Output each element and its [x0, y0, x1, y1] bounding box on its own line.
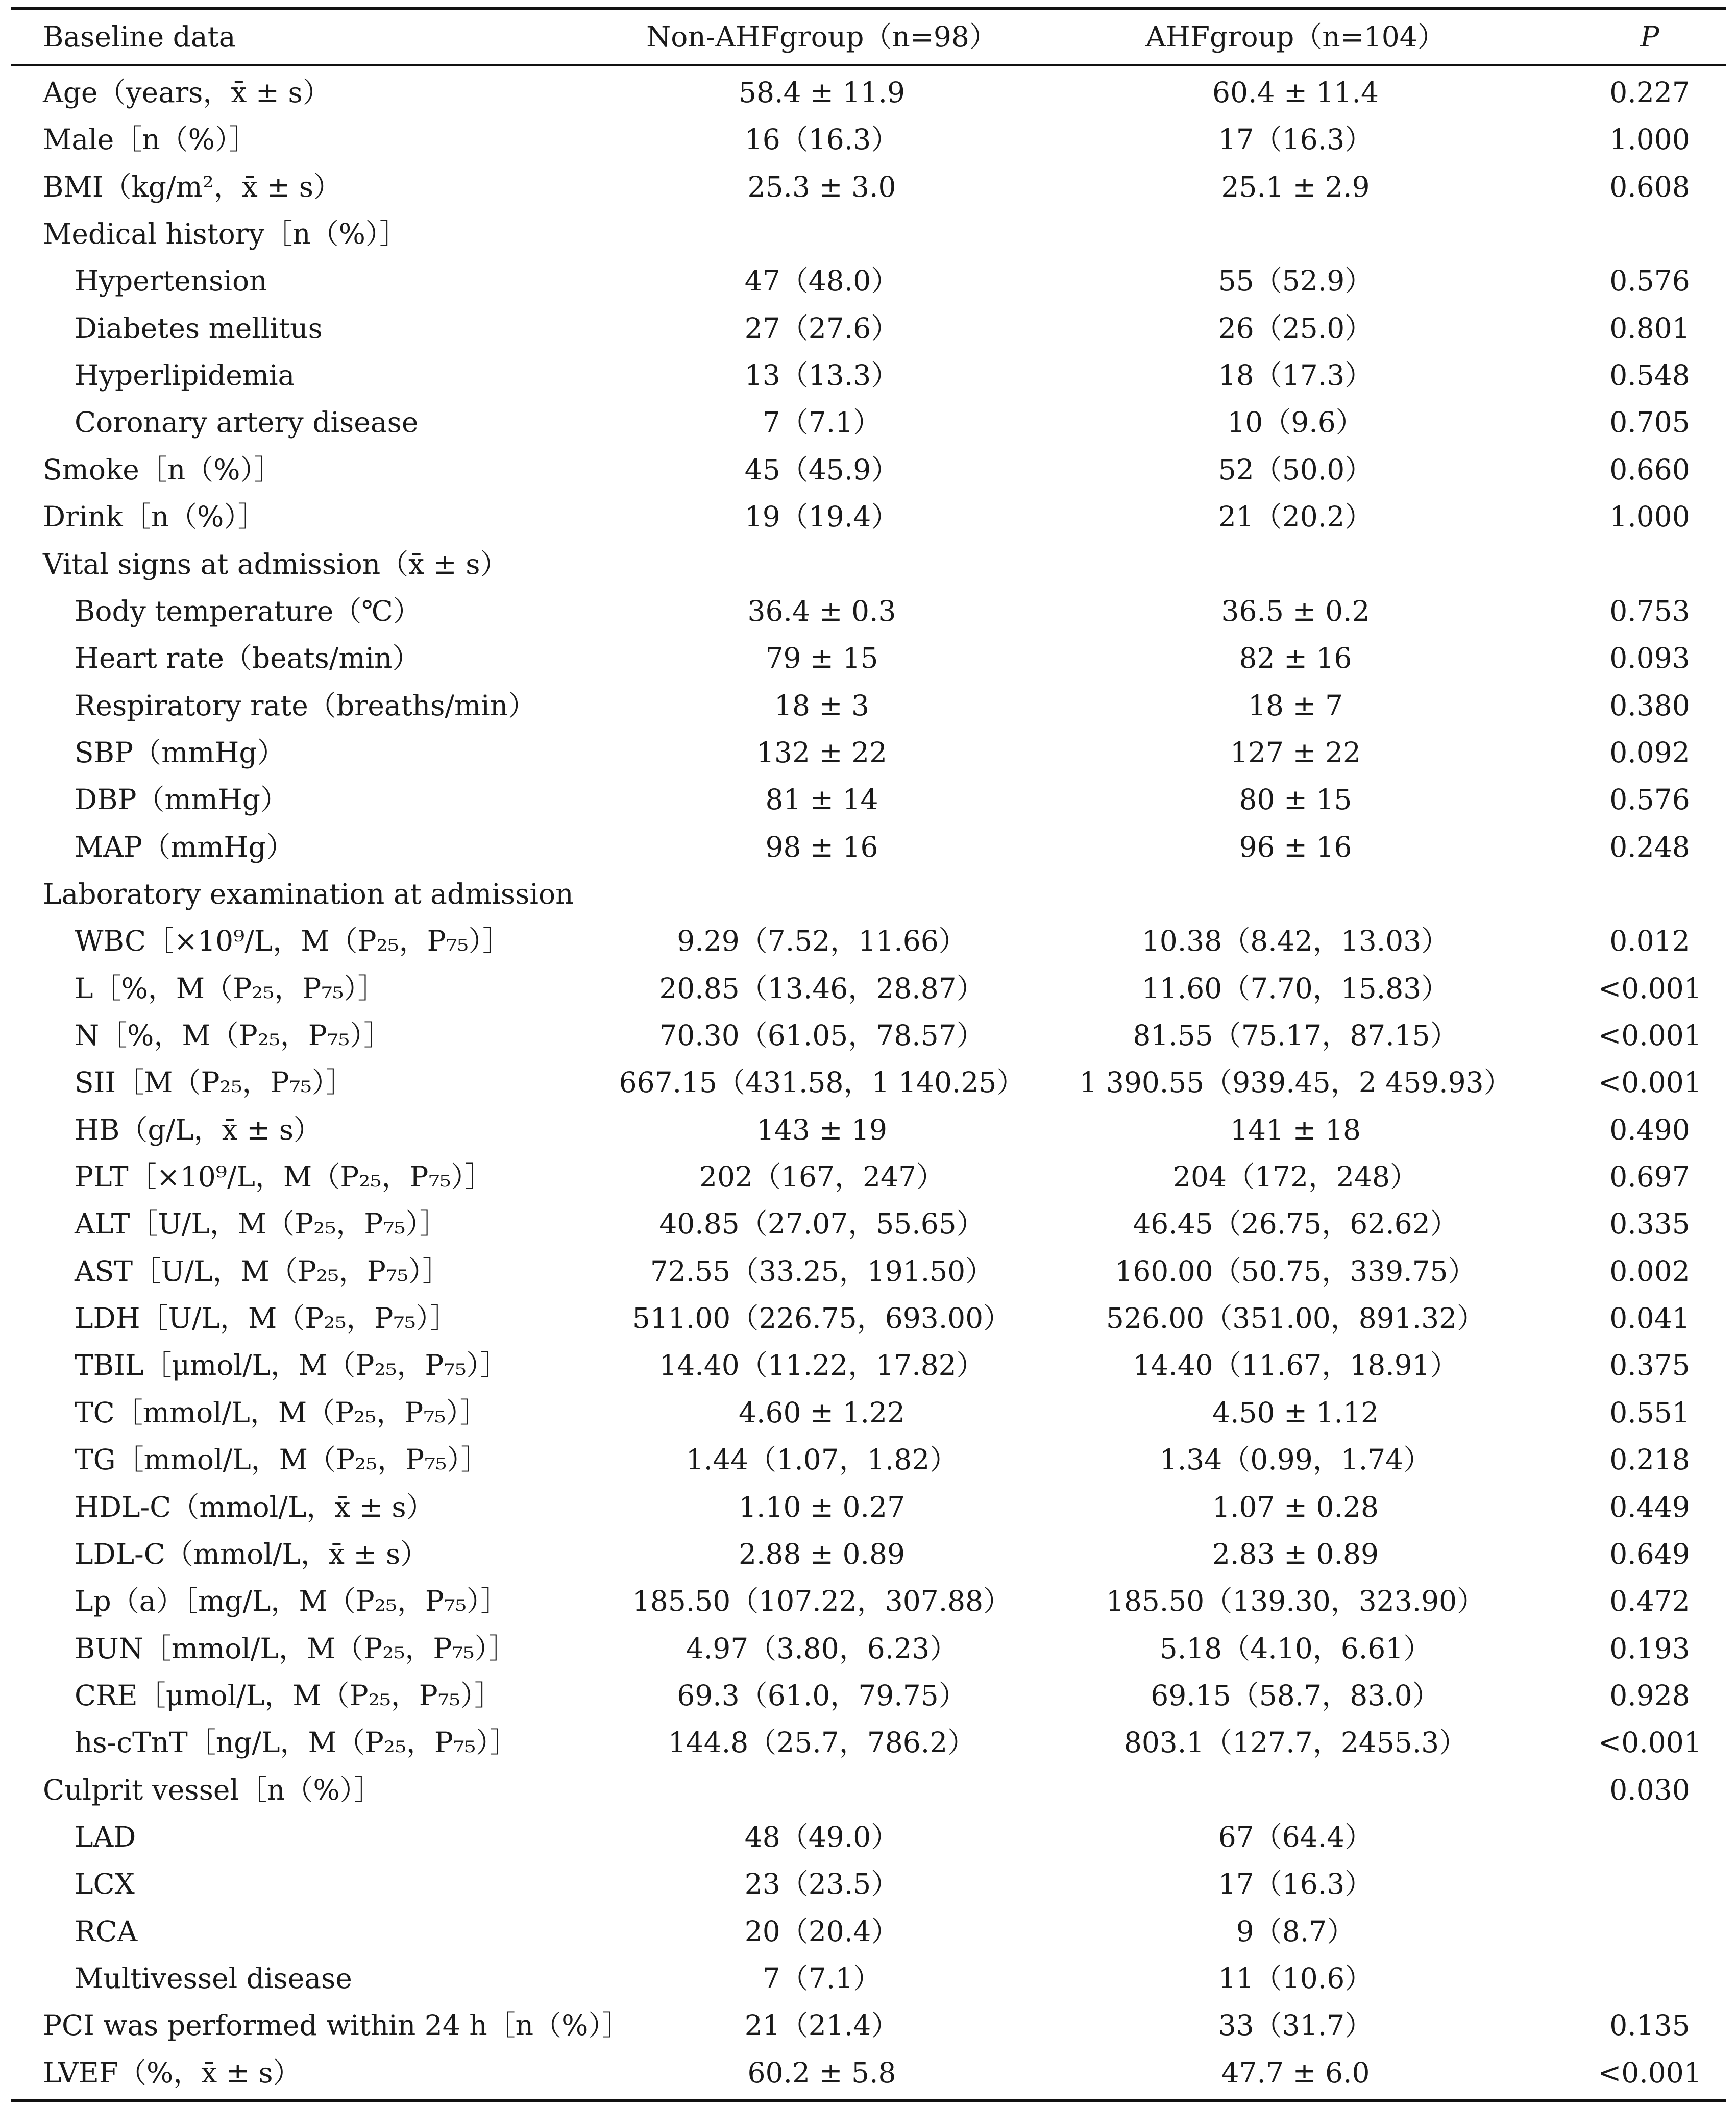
ahf-value: 4.50 ± 1.12: [1212, 1396, 1379, 1429]
ahf-value: 5.18（4.10，6.61）: [1159, 1632, 1432, 1665]
non-ahf-value: 14.40（11.22，17.82）: [659, 1349, 985, 1382]
row-label: TG［mmol/L，M（P₂₅，P₇₅）］: [75, 1443, 489, 1476]
ahf-value: 21（20.2）: [1218, 500, 1373, 534]
non-ahf-value: 70.30（61.05，78.57）: [659, 1019, 985, 1052]
table-row: [0, 1625, 1736, 1672]
table-row: [0, 1908, 1736, 1955]
non-ahf-value: 18 ± 3: [774, 689, 870, 722]
row-label: LAD: [75, 1820, 136, 1853]
p-value: <0.001: [1598, 1726, 1702, 1759]
ahf-value: 25.1 ± 2.9: [1221, 170, 1370, 203]
table-row: [0, 965, 1736, 1012]
ahf-value: 18 ± 7: [1248, 689, 1343, 722]
header-rule: [11, 64, 1726, 66]
row-label: Culprit vessel［n（%）］: [43, 1773, 382, 1806]
row-label: PCI was performed within 24 h［n（%）］: [43, 2009, 630, 2042]
p-value: 0.002: [1609, 1254, 1690, 1288]
row-label: SII［M（P₂₅，P₇₅）］: [75, 1066, 354, 1099]
ahf-value: 80 ± 15: [1239, 783, 1352, 816]
non-ahf-value: 19（19.4）: [744, 500, 899, 534]
ahf-value: 2.83 ± 0.89: [1212, 1537, 1379, 1570]
ahf-value: 60.4 ± 11.4: [1212, 76, 1379, 109]
table-row: [0, 1153, 1736, 1200]
row-label: Age（years，x̄ ± s）: [43, 76, 331, 109]
row-label: hs-cTnT［ng/L，M（P₂₅，P₇₅）］: [75, 1726, 518, 1759]
table-row: [0, 1813, 1736, 1860]
table-row: [0, 870, 1736, 917]
row-label: DBP（mmHg）: [75, 783, 288, 816]
non-ahf-value: 81 ± 14: [765, 783, 878, 816]
row-label: TBIL［μmol/L，M（P₂₅，P₇₅）］: [75, 1349, 509, 1382]
ahf-value: 33（31.7）: [1218, 2009, 1373, 2042]
row-label: TC［mmol/L，M（P₂₅，P₇₅）］: [75, 1396, 488, 1429]
table-row: [0, 2002, 1736, 2049]
non-ahf-value: 98 ± 16: [765, 830, 878, 863]
p-value: <0.001: [1598, 1066, 1702, 1099]
ahf-value: 69.15（58.7，83.0）: [1151, 1679, 1440, 1712]
row-label: Lp（a）［mg/L，M（P₂₅，P₇₅）］: [75, 1585, 509, 1618]
row-label: Diabetes mellitus: [75, 311, 323, 345]
ahf-value: 185.50（139.30，323.90）: [1106, 1585, 1485, 1618]
p-value: 0.551: [1609, 1396, 1690, 1429]
ahf-value: 82 ± 16: [1239, 642, 1352, 675]
p-value: 0.697: [1609, 1160, 1690, 1194]
row-label: BUN［mmol/L，M（P₂₅，P₇₅）］: [75, 1632, 517, 1665]
table-row: [0, 541, 1736, 588]
ahf-value: 160.00（50.75，339.75）: [1115, 1254, 1476, 1288]
table-row: [0, 1106, 1736, 1153]
non-ahf-value: 2.88 ± 0.89: [739, 1537, 905, 1570]
non-ahf-value: 21（21.4）: [744, 2009, 899, 2042]
non-ahf-value: 132 ± 22: [756, 736, 888, 769]
table-row: [0, 1955, 1736, 2002]
table-row: [0, 116, 1736, 163]
ahf-value: 96 ± 16: [1239, 830, 1352, 863]
table-row: [0, 1200, 1736, 1247]
non-ahf-value: 185.50（107.22，307.88）: [632, 1585, 1012, 1618]
row-label: Male［n（%）］: [43, 123, 257, 156]
non-ahf-value: 144.8（25.7，786.2）: [668, 1726, 976, 1759]
table-row: [0, 1672, 1736, 1719]
non-ahf-value: 27（27.6）: [744, 311, 899, 345]
p-value: <0.001: [1598, 1019, 1702, 1052]
table-row: [0, 163, 1736, 210]
table-row: [0, 352, 1736, 399]
non-ahf-value: 40.85（27.07，55.65）: [659, 1207, 985, 1241]
p-value: <0.001: [1598, 2056, 1702, 2089]
table-row: [0, 1059, 1736, 1106]
row-label: Smoke［n（%）］: [43, 453, 283, 486]
ahf-value: 52（50.0）: [1218, 453, 1373, 486]
ahf-value: 10（9.6）: [1227, 406, 1364, 439]
row-label: ALT［U/L，M（P₂₅，P₇₅）］: [75, 1207, 448, 1241]
table-row: [0, 1342, 1736, 1389]
non-ahf-value: 202（167，247）: [699, 1160, 944, 1194]
p-value: 0.576: [1609, 783, 1690, 816]
ahf-value: 204（172，248）: [1173, 1160, 1418, 1194]
row-label: N［%，M（P₂₅，P₇₅）］: [75, 1019, 392, 1052]
table-row: [0, 823, 1736, 870]
p-value: 0.753: [1609, 594, 1690, 627]
row-label: Hyperlipidemia: [75, 359, 295, 392]
table-row: [0, 1012, 1736, 1059]
p-value: 0.449: [1609, 1490, 1690, 1523]
row-label: Respiratory rate（breaths/min）: [75, 689, 536, 722]
non-ahf-value: 4.60 ± 1.22: [739, 1396, 905, 1429]
p-value: 0.248: [1609, 830, 1690, 863]
table-row: [0, 682, 1736, 729]
row-label: Vital signs at admission（x̄ ± s）: [43, 547, 508, 580]
non-ahf-value: 58.4 ± 11.9: [739, 76, 905, 109]
header-p-value: P: [1640, 20, 1659, 53]
ahf-value: 67（64.4）: [1218, 1820, 1373, 1853]
ahf-value: 18（17.3）: [1218, 359, 1373, 392]
p-value: 0.801: [1609, 311, 1690, 345]
ahf-value: 11（10.6）: [1218, 1962, 1373, 1995]
table-row: [0, 1248, 1736, 1295]
ahf-value: 9（8.7）: [1236, 1915, 1355, 1948]
ahf-value: 17（16.3）: [1218, 123, 1373, 156]
row-label: LCX: [75, 1868, 135, 1901]
ahf-value: 1.07 ± 0.28: [1212, 1490, 1379, 1523]
non-ahf-value: 9.29（7.52，11.66）: [677, 925, 967, 958]
ahf-value: 803.1（127.7，2455.3）: [1123, 1726, 1468, 1759]
row-label: SBP（mmHg）: [75, 736, 285, 769]
table-row: [0, 729, 1736, 776]
table-row: [0, 493, 1736, 540]
ahf-value: 11.60（7.70，15.83）: [1141, 972, 1450, 1005]
table-row: [0, 635, 1736, 682]
table-row: [0, 1295, 1736, 1342]
p-value: 0.649: [1609, 1537, 1690, 1570]
row-label: Heart rate（beats/min）: [75, 642, 421, 675]
header-ahf-group: AHFgroup（n=104）: [1145, 20, 1446, 53]
ahf-value: 26（25.0）: [1218, 311, 1373, 345]
ahf-value: 47.7 ± 6.0: [1221, 2056, 1370, 2089]
p-value: 0.472: [1609, 1585, 1690, 1618]
p-value: 0.135: [1609, 2009, 1690, 2042]
row-label: LDL-C（mmol/L，x̄ ± s）: [75, 1537, 429, 1570]
row-label: HDL-C（mmol/L，x̄ ± s）: [75, 1490, 434, 1523]
ahf-value: 81.55（75.17，87.15）: [1133, 1019, 1458, 1052]
row-label: Body temperature（℃）: [75, 594, 421, 627]
top-rule: [11, 7, 1726, 10]
ahf-value: 17（16.3）: [1218, 1868, 1373, 1901]
non-ahf-value: 667.15（431.58，1 140.25）: [619, 1066, 1025, 1099]
table-row: [0, 1766, 1736, 1813]
row-label: Laboratory examination at admission: [43, 877, 574, 910]
table-row: [0, 446, 1736, 493]
table-row: [0, 776, 1736, 823]
non-ahf-value: 1.10 ± 0.27: [739, 1490, 905, 1523]
row-label: Hypertension: [75, 264, 267, 298]
non-ahf-value: 25.3 ± 3.0: [747, 170, 896, 203]
row-label: RCA: [75, 1915, 138, 1948]
p-value: 0.093: [1609, 642, 1690, 675]
non-ahf-value: 16（16.3）: [744, 123, 899, 156]
p-value: 0.548: [1609, 359, 1690, 392]
row-label: L［%，M（P₂₅，P₇₅）］: [75, 972, 386, 1005]
p-value: 0.193: [1609, 1632, 1690, 1665]
p-value: 0.576: [1609, 264, 1690, 298]
p-value: 0.041: [1609, 1302, 1690, 1335]
table-row: [0, 1531, 1736, 1578]
row-label: BMI（kg/m²，x̄ ± s）: [43, 170, 342, 203]
non-ahf-value: 72.55（33.25，191.50）: [650, 1254, 994, 1288]
non-ahf-value: 4.97（3.80，6.23）: [686, 1632, 958, 1665]
row-label: PLT［×10⁹/L，M（P₂₅，P₇₅）］: [75, 1160, 493, 1194]
ahf-value: 36.5 ± 0.2: [1221, 594, 1370, 627]
ahf-value: 14.40（11.67，18.91）: [1133, 1349, 1458, 1382]
p-value: 0.092: [1609, 736, 1690, 769]
table-row: [0, 917, 1736, 964]
p-value: 0.375: [1609, 1349, 1690, 1382]
table-row: [0, 257, 1736, 304]
bottom-rule: [11, 2099, 1726, 2102]
p-value: 0.218: [1609, 1443, 1690, 1476]
header-baseline-data: Baseline data: [43, 20, 236, 53]
ahf-value: 10.38（8.42，13.03）: [1141, 925, 1450, 958]
table-row: [0, 210, 1736, 257]
table-row: [0, 2049, 1736, 2096]
ahf-value: 127 ± 22: [1230, 736, 1361, 769]
row-label: Coronary artery disease: [75, 406, 419, 439]
non-ahf-value: 69.3（61.0，79.75）: [677, 1679, 967, 1712]
non-ahf-value: 60.2 ± 5.8: [747, 2056, 896, 2089]
row-label: LDH［U/L，M（P₂₅，P₇₅）］: [75, 1302, 458, 1335]
ahf-value: 141 ± 18: [1230, 1113, 1361, 1146]
non-ahf-value: 20（20.4）: [744, 1915, 899, 1948]
ahf-value: 1.34（0.99，1.74）: [1159, 1443, 1432, 1476]
row-label: WBC［×10⁹/L，M（P₂₅，P₇₅）］: [75, 925, 511, 958]
non-ahf-value: 48（49.0）: [744, 1820, 899, 1853]
table-row: [0, 1578, 1736, 1625]
row-label: Multivessel disease: [75, 1962, 352, 1995]
table-row: [0, 1484, 1736, 1531]
p-value: 0.227: [1609, 76, 1690, 109]
p-value: 0.490: [1609, 1113, 1690, 1146]
header-non-ahf-group: Non-AHFgroup（n=98）: [646, 20, 997, 53]
row-label: AST［U/L，M（P₂₅，P₇₅）］: [75, 1254, 451, 1288]
p-value: 0.380: [1609, 689, 1690, 722]
non-ahf-value: 7（7.1）: [762, 1962, 882, 1995]
non-ahf-value: 143 ± 19: [756, 1113, 888, 1146]
table-row: [0, 305, 1736, 352]
table-row: [0, 588, 1736, 635]
table-row: [0, 1719, 1736, 1766]
row-label: LVEF（%，x̄ ± s）: [43, 2056, 301, 2089]
table-row: [0, 399, 1736, 446]
p-value: 0.608: [1609, 170, 1690, 203]
p-value: 1.000: [1609, 500, 1690, 534]
table-row: [0, 69, 1736, 116]
ahf-value: 55（52.9）: [1218, 264, 1373, 298]
table-row: [0, 1389, 1736, 1436]
row-label: Medical history［n（%）］: [43, 217, 408, 251]
non-ahf-value: 20.85（13.46，28.87）: [659, 972, 985, 1005]
non-ahf-value: 1.44（1.07，1.82）: [686, 1443, 958, 1476]
table-row: [0, 1436, 1736, 1483]
non-ahf-value: 7（7.1）: [762, 406, 882, 439]
ahf-value: 1 390.55（939.45，2 459.93）: [1079, 1066, 1512, 1099]
p-value: <0.001: [1598, 972, 1702, 1005]
p-value: 1.000: [1609, 123, 1690, 156]
table-row: [0, 1860, 1736, 1907]
non-ahf-value: 23（23.5）: [744, 1868, 899, 1901]
non-ahf-value: 47（48.0）: [744, 264, 899, 298]
p-value: 0.012: [1609, 925, 1690, 958]
p-value: 0.660: [1609, 453, 1690, 486]
row-label: HB（g/L，x̄ ± s）: [75, 1113, 322, 1146]
ahf-value: 526.00（351.00，891.32）: [1106, 1302, 1485, 1335]
non-ahf-value: 511.00（226.75，693.00）: [632, 1302, 1012, 1335]
row-label: Drink［n（%）］: [43, 500, 266, 534]
row-label: CRE［μmol/L，M（P₂₅，P₇₅）］: [75, 1679, 503, 1712]
non-ahf-value: 45（45.9）: [744, 453, 899, 486]
non-ahf-value: 36.4 ± 0.3: [747, 594, 896, 627]
non-ahf-value: 79 ± 15: [765, 642, 878, 675]
header-row: [0, 13, 1736, 60]
p-value: 0.928: [1609, 1679, 1690, 1712]
p-value: 0.335: [1609, 1207, 1690, 1241]
ahf-value: 46.45（26.75，62.62）: [1133, 1207, 1458, 1241]
non-ahf-value: 13（13.3）: [744, 359, 899, 392]
p-value: 0.705: [1609, 406, 1690, 439]
row-label: MAP（mmHg）: [75, 830, 295, 863]
p-value: 0.030: [1609, 1773, 1690, 1806]
